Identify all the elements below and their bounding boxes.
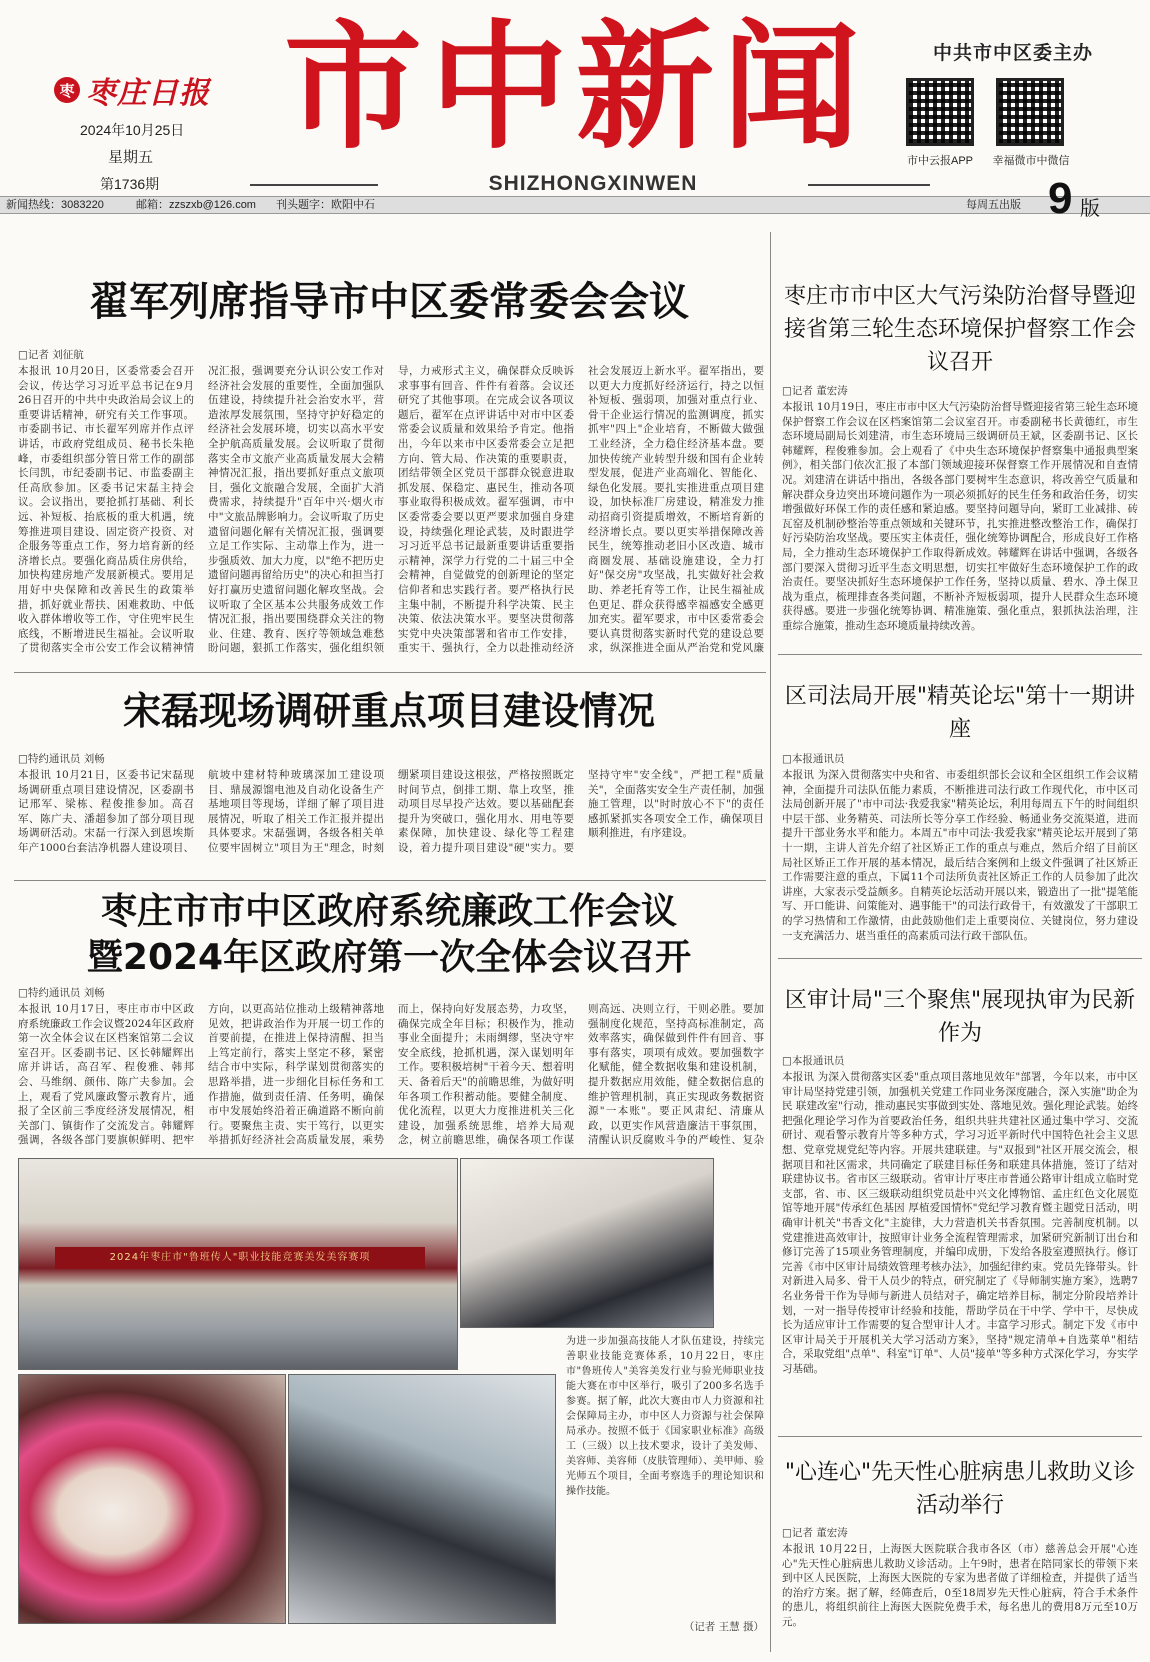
zaozhuang-daily-logo	[54, 70, 224, 110]
article-3-headline-line1[interactable]: 枣庄市市中区政府系统廉政工作会议	[100, 891, 677, 932]
logo-name: 枣庄日报	[86, 76, 210, 111]
article-3-body: 本报讯 10月17日，枣庄市市中区政府系统廉政工作会议暨2024年区政府第一次全体会议在区档案馆第二会议室召开。区委副书记、区长韩耀辉出席并讲话，高召军、程俊雅、韩邦会、马维纲、颜伟、陈广夫参加。会上，观看了党风廉政警示教育片，通报了全区前三季度经济发展情况，相关部门、镇街作了交流发言。韩耀辉强调，各级各部门要旗帜鲜明、把牢方向，以更高站位推动上级精神落地见效，把讲政治作为开展一切工作的首要前提，在推进上保持清醒、担当上笃定前行，落实上坚定不移，紧密结合市中实际，科学谋划贯彻落实的思路举措，进一步细化目标任务和工作措施，做到责任清、任务明，确保市中发展始终沿着正确道路不断向前行。要聚焦主责、实干笃行，以更实举措抓好经济社会高质量发展，乘势而上，保持向好发展态势，力攻坚，确保完成全年目标；积极作为，推动事业全面提升；未雨绸缪，坚决守牢安全底线，抢抓机遇，深入谋划明年工作。要积极培树"干着今天、想着明天、备着后天"的前瞻思维，为做好明年各项工作积蓄动能。要健全制度、优化流程，以更大力度推进机关三化建设，加强系统思维，培养大局观念，树立前瞻思维，确保各项工作谋则高远、决则立行，干则必胜。要加强制度化规范，坚持高标准制定，高效率落实，确保做到件件有回音、事事有落实，项项有成效。要加强数字化赋能，健全数据收集和建设机制，提升数据应用效能，健全数据信息的维护管理机制，真正实现政务数据资源"一本账"。要正风肃纪、清廉从政，以更实作风营造廉洁干事氛围，清醒认识反腐败斗争的严峻性、复杂	[18, 1003, 764, 1147]
issue-number: 第1736期	[100, 176, 160, 192]
sidebar-3-body: 本报讯 为深入贯彻落实区委"重点项目落地见效年"部署，今年以来，市中区审计局坚持党建引领，加强机关党建工作同业务深度融合，深入实施"助企为民 联建改室"行动，推动惠民实事做到实处、落地见效。强化理论武装。始终把强化理论学习作为首要政治任务，组织共驻共建社区通过集中学习、交流研讨、观看警示教育片等多种方式，学习习近平新时代中国特色社会主义思想、党章党规党纪等内容。开展共建联建。与"双报到"社区开展交流会，根据项目和社区需求，共同确定了联建目标任务和联建具体措施，签订了结对联建协议书。省市区三级联动。省审计厅枣庄市普通公路审计组成立临时党支部，省、市、区三级联动组织党员赴中兴文化博物馆、孟庄红色文化展览馆等地开展"传承红色基因 厚植爱国情怀"党纪学习教育暨主题党日活动，明确审计机关"书香文化"主旋律，大力营造机关书香氛围。完善制度机制。以党建推进高效审计，按照审计业务全流程管理需求，加紧研究新制订出台和修订完善了15项业务管理制度，并编印成册，下发给各股室遵照执行。修订完善《市中区审计局绩效管理考核办法》，加强纪律约束。党员先锋带头。针对新进入局多、骨干人员少的特点，研究制定了《导师制实施方案》，选聘7名业务骨干作为导师与新进人员结对子，确定培养目标，制定分阶段培养计划，一对一指导传授审计经验和技能，帮助学员在干中学、学中干，尽快成长为适应审计工作需要的复合型审计人才。丰富学习形式。制定下发《市中区审计局关于开展机关大学习活动方案》，坚持"规定清单+自选菜单"相结合，采取党组"点单"、科室"订单"、人员"接单"等多种方式深化学习，夯实学习基础。	[782, 1071, 1138, 1375]
sidebar-1-headline[interactable]: 枣庄市市中区大气污染防治督导暨迎接省第三轮生态环境保护督察工作会议召开	[783, 284, 1136, 375]
qr-app-caption: 市中云报APP	[906, 155, 973, 167]
sidebar-3-headline[interactable]: 区审计局"三个聚焦"展现执审为民新作为	[784, 988, 1136, 1046]
email-address[interactable]: 邮箱：zzszxb@126.com	[136, 199, 256, 211]
article-3-byline: □特约通讯员 刘畅	[18, 987, 105, 999]
article-2-byline: □特约通讯员 刘畅	[18, 753, 105, 765]
article-2-headline[interactable]: 宋磊现场调研重点项目建设情况	[122, 689, 655, 733]
sidebar-1-body: 本报讯 10月19日，枣庄市市中区大气污染防治督导暨迎接省第三轮生态环境保护督察工作会议在区档案馆第二会议室召开。市委副秘书长黄德红，市生态环境局副局长刘建清，市生态环境局三级调研员王斌，区委副书记、区长韩耀辉，程俊雅参加。会上观看了《中央生态环境保护督察集中通报典型案例》，相关部门依次汇报了本部门领域迎接环保督察工作开展情况和自查情况。刘建清在讲话中指出，各级各部门要树牢生态意识，将改善空气质量和解决群众身边突出环境问题作为一项必须抓好的民生任务和政治任务，切实增强做好环保工作的责任感和紧迫感。要坚持问题导向，紧盯工业减排、砖瓦窑及机制砂整治等重点领域和关键环节，扎实推进整改整治工作，确保打好污染防治攻坚战。要压实主体责任，强化统筹协调配合，形成良好工作格局，全力推动生态环境保护工作取得新成效。韩耀辉在讲话中强调，各级各部门要深入贯彻习近平生态文明思想，切实扛牢做好生态环境保护工作的政治责任。要坚决抓好生态环境保护工作任务，坚持以质量、碧水、净土保卫战为重点，梳理排查各类问题，不断补齐短板弱项，提升人民群众生态环境获得感。要进一步强化统筹协调、精准施策、强化重点，狠抓执法治理，注重综合施策，推动生态环境质量持续改善。	[782, 401, 1138, 632]
sidebar-2-body: 本报讯 为深入贯彻落实中央和省、市委组织部长会议和全区组织工作会议精神，全面提升司法队伍能力素质，不断推进司法行政工作现代化，市中区司法局创新开展了"市中司法·我爱我家"精英论坛，利用每周五下午的时间组织中层干部、业务精英、司法所长等分享工作经验、畅通业务交流渠道，进而提升干部业务水平和能力。本周五"市中司法·我爱我家"精英论坛开展到了第十一期，主讲人首先介绍了社区矫正工作的重点与难点，然后介绍了目前区局社区矫正工作开展的基本情况，最后结合案例和上级文件强调了社区矫正工作需要注意的重点，下属11个司法所负责社区矫正工作的人员参加了此次讲座，大家表示受益颇多。自精英论坛活动开展以来，锻造出了一批"提笔能写、开口能讲、问策能对、遇事能干"的司法行政骨干，有效激发了干部职工的学习热情和工作激情，由此鼓励他们走上重要岗位、关键岗位，努力建设一支充满活力、堪当重任的高素质司法行政干部队伍。	[782, 769, 1138, 942]
sidebar-3-byline: □本报通讯员	[782, 1055, 845, 1067]
article-1-headline[interactable]: 翟军列席指导市中区委常委会会议	[89, 279, 689, 325]
qr-code-app-icon[interactable]	[906, 78, 974, 146]
article-1-byline: □记者 刘征航	[18, 349, 84, 361]
article-1-body: 本报讯 10月20日，区委常委会召开会议，传达学习习近平总书记在9月26日召开的中共中央政治局会议上的重要讲话精神，研究有关工作事项。市委副书记、市长翟军列席并作点评讲话，市政府党组成员、秘书长朱艳峰，市委组织部分管日常工作的副部长闫凯，市纪委副书记、市监委副主任高欣参加。区委书记宋磊主持会议。会议指出，要抢抓打基础、利长远、补短板、抬底板的重大机遇，统筹推进项目建设、固定资产投资、对企服务等重点工作，努力培育新的经济增长点。要强化商品质住房供给，加快构建房地产发展新模式。要用足用好中央保障和改善民生的政策举措，抓好就业帮扶、困难救助、中低收入群体增收等工作，守住兜牢民生底线，不断增进民生福祉。会议听取了贯彻落实全市公安工作会议精神情况汇报，强调要充分认识公安工作对经济社会发展的重要性，全面加强队伍建设，持续提升社会治安水平，营造浓厚发展氛围，坚持守护好稳定的经济社会发展环境，切实以高水平安全护航高质量发展。会议听取了贯彻落实全市文旅产业高质量发展大会精神情况汇报，指出要抓好重点文旅项目，强化文旅融合发展，全面扩大消费需求，持续提升"百年中兴·烟火市中"文旅品牌影响力。会议听取了历史遗留问题化解有关情况汇报，强调要立足工作实际、主动靠上作为，进一步强质效、加大力度，以"绝不把历史遗留问题再留给历史"的决心和担当打好打赢历史遗留问题化解攻坚战。会议听取了全区基本公共服务成效工作情况汇报，指出要围绕群众关注的物业、住建、教育、医疗等领域急难愁盼问题，狠抓工作落实，强化组织领导，力戒形式主义，确保群众反映诉求事事有回音、件件有着落。会议还研究了其他事项。在完成会议各项议题后，翟军在点评讲话中对市中区委常委会议质量和效果给予肯定。他指出，今年以来市中区委常委会立足把方向、管大局、作决策的重要职责，团结带领全区党员干部群众锐意进取抓发展、保稳定、惠民生，推动各项事业取得积极成效。翟军强调，市中区委常委会要以更严要求加强自身建设，持续强化理论武装，及时跟进学习习近平总书记最新重要讲话重要指示精神，深学力行党的二十届三中全会精神，自觉做党的创新理论的坚定信仰者和忠实践行者。要严格执行民主集中制，不断提升科学决策、民主决策、依法决策水平。要坚决贯彻落实党中央决策部署和省市工作安排，重实干、强执行，全力以赴推动经济社会发展迈上新水平。翟军指出，要以更大力度抓好经济运行，持之以恒补短板、强弱项，加强对重点行业、骨干企业运行情况的监测调度，抓实抓牢"四上"企业培育，不断做大做强工业经济，全力稳住经济基本盘。要加快传统产业转型升级和国有企业转型发展，促进产业高端化、智能化、绿色化发展。要扎实推进重点项目建设，加快标准厂房建设，精准发力推动招商引资提质增效，不断培育新的经济增长点。要以更实举措保障改善民生，统筹推动老旧小区改造、城市商圈发展、基础设施建设，全力打好"保交房"攻坚战，扎实做好社会救助、养老托育等工作，让民生福祉成色更足、群众获得感幸福感安全感更加充实。翟军要求，市中区委常委会要认真贯彻落实新时代党的建设总要求，纵深推进全面从严治党和党风廉	[18, 365, 764, 655]
divider	[778, 1436, 1142, 1437]
sidebar-4-headline[interactable]: "心连心"先天性心脏病患儿救助义诊活动举行	[784, 1460, 1136, 1518]
qr-wechat-caption: 幸福微市中微信	[992, 155, 1070, 167]
article-2-body: 本报讯 10月21日，区委书记宋磊现场调研重点项目建设情况，区委副书记邢军、梁栋、程俊推参加。高召军、陈广夫、潘超参加了部分项目现场调研活动。宋磊一行深入到恩埃斯年产1000台套洁净机器人建设项目、航坡中建材特种玻璃深加工建设项目、鼎晟源馏电池及自动化设备生产基地项目等现场，详细了解了项目进展情况，听取了相关工作汇报并提出具体要求。宋磊强调，各级各相关单位要牢固树立"项目为王"理念，时刻绷紧项目建设这根弦，严格按照既定时间节点，倒排工期、靠上攻坚，推动项目尽早投产达效。要以基础配套提升为突破口，强化用水、用电等要素保障，加快建设、绿化等工程建设，着力提升项目建设"硬"实力。要坚持守牢"安全线"，严把工程"质量关"，全面落实安全生产责任制，加强施工管理，以"时时放心不下"的责任感抓紧抓实各项安全工作，确保项目顺利推进，有序建设。	[18, 769, 764, 854]
issue-date: 2024年10月25日	[80, 122, 185, 138]
column-divider	[770, 232, 771, 1652]
page-unit: 版	[1080, 196, 1100, 220]
photo-optometry-contestant[interactable]	[288, 1374, 556, 1624]
sidebar-2-byline: □本报通讯员	[782, 753, 845, 765]
divider	[778, 958, 1142, 959]
sidebar-1-byline: □记者 董宏涛	[782, 385, 848, 397]
news-hotline: 新闻热线：3083220	[6, 199, 104, 211]
sidebar-4-byline: □记者 董宏涛	[782, 1527, 848, 1539]
masthead-title: 市中新闻	[284, 5, 869, 168]
article-3-headline-line2[interactable]: 暨2024年区政府第一次全体会议召开	[86, 937, 692, 978]
divider	[14, 672, 766, 673]
photo-competition-hall[interactable]	[460, 1158, 714, 1328]
photo-makeup-contestant[interactable]	[18, 1374, 286, 1624]
photo-credit: （记者 王慧 摄）	[683, 1621, 764, 1633]
photo-competition-stage[interactable]	[18, 1158, 458, 1370]
photo-banner-text: 2024年枣庄市"鲁班传人"职业技能竞赛美发美容赛项	[55, 1247, 425, 1269]
page-number: 9	[1048, 174, 1073, 223]
sidebar-4-body: 本报讯 10月22日，上海医大医院联合我市各区（市）慈善总会开展"心连心"先天性心脏病患儿救助义诊活动。上午9时，患者在陪同家长的带领下来到中区人民医院，上海医大医院的专家为患者做了详细检查，并提供了适当的治疗方案。据了解，经筛查后，0至18周岁先天性心脏病，符合手术条件的患儿，将组织前往上海医大医院免费手术，每名患儿的费用8万元至10万元。	[782, 1543, 1138, 1628]
masthead-pinyin: SHIZHONGXINWEN	[378, 172, 808, 196]
publish-frequency: 每周五出版	[966, 199, 1021, 211]
sponsor-label: 中共市中区委主办	[932, 42, 1093, 64]
qr-code-wechat-icon[interactable]	[996, 78, 1064, 146]
logo-mark-icon: 枣	[54, 77, 80, 103]
divider	[778, 654, 1142, 655]
title-credit: 刊头题字：欧阳中石	[276, 199, 375, 211]
photo-caption: 为进一步加强高技能人才队伍建设，持续完善职业技能竞赛体系，10月22日，枣庄市"鲁班传人"美容美发行业与验光师职业技能大赛在市中区举行，吸引了200多名选手参赛。据了解，此次大赛由市人力资源和社会保障局主办，市中区人力资源与社会保障局承办。按照不低于《国家职业标准》高级工（三级）以上技术要求，设计了美发师、美容师、美容师（皮肤管理师）、美甲师、验光师五个项目，全面考察选手的理论知识和操作技能。	[566, 1336, 764, 1497]
issue-weekday: 星期五	[108, 149, 154, 166]
info-bar	[0, 196, 1150, 214]
divider	[14, 880, 766, 881]
sidebar-2-headline[interactable]: 区司法局开展"精英论坛"第十一期讲座	[784, 684, 1136, 742]
